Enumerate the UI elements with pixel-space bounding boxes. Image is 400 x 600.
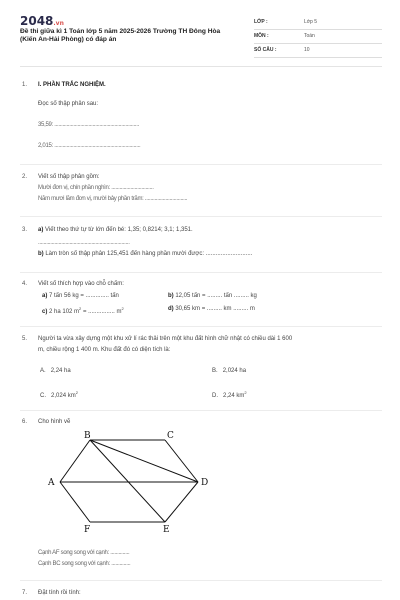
option-text: 2,24 ha — [50, 368, 71, 374]
option-letter: D. — [212, 393, 218, 399]
class-value: Lớp 5 — [304, 19, 318, 25]
vertex-label-f: F — [84, 525, 91, 535]
q3-item-b — [38, 251, 252, 257]
superscript: 2 — [75, 390, 78, 395]
q4-c-text: 2 ha 102 m — [49, 309, 80, 315]
vertex-label-a: A — [48, 478, 55, 488]
q2-title: Viết số thập phân gồm: — [38, 174, 100, 180]
q7-number: 7. — [22, 590, 28, 596]
q1-instruction: Đọc số thập phân sau: — [38, 101, 99, 107]
logo-text: 2048 — [20, 14, 54, 28]
site-logo[interactable] — [20, 14, 64, 28]
q6-line1: Cạnh AF song song với cạnh: .............. — [38, 550, 130, 556]
subject-value: Toán — [304, 33, 315, 39]
hexagon-figure — [0, 430, 400, 540]
count-value: 10 — [304, 47, 310, 53]
q4-a-label: a) — [42, 293, 48, 299]
divider — [20, 326, 382, 327]
q3-item-a — [38, 227, 193, 233]
header-divider — [20, 66, 382, 67]
segment-de — [165, 482, 198, 522]
q1-item-a: 35,59: .............................................................. — [38, 122, 140, 128]
q4-c-text-end: = ................ m — [81, 309, 122, 315]
q4-b-text: 12,05 tấn = ......... tấn ......... kg — [175, 293, 257, 299]
class-label: LỚP : — [254, 19, 268, 25]
vertex-label-d: D — [201, 478, 209, 488]
q5-number: 5. — [22, 336, 28, 342]
q4-item-d — [168, 306, 255, 312]
option-letter: B. — [212, 368, 218, 374]
q3-b-text: Làm tròn số thập phân 125,451 đến hàng phần mười được: ............................ — [45, 251, 253, 257]
option-text: 2,24 km — [223, 393, 245, 399]
q2-item-a: Mười đơn vị, chín phần nghìn: ............................... — [38, 185, 154, 191]
count-label: SỐ CÂU : — [254, 47, 277, 53]
option-text: 2,024 ha — [222, 368, 247, 374]
q5-text-line2: m, chiều rộng 1 400 m. Khu đất đó có diện tích là: — [38, 347, 171, 353]
divider — [20, 216, 382, 217]
q3-number: 3. — [22, 227, 28, 233]
logo-suffix: .vn — [53, 20, 64, 27]
header — [20, 14, 382, 62]
q4-item-c — [42, 306, 124, 315]
q5-option-c — [40, 390, 78, 399]
q4-number: 4. — [22, 281, 28, 287]
divider — [20, 272, 382, 273]
q3-b-label: b) — [38, 251, 44, 257]
q4-d-text: 30,65 km = ......... km ......... m — [175, 306, 255, 312]
option-letter: A. — [40, 368, 46, 374]
q4-title: Viết số thích hợp vào chỗ chấm: — [38, 281, 124, 287]
q5-option-b — [212, 368, 246, 374]
q1-item-b: 2,015: ............................................................... — [38, 143, 141, 149]
q2-item-b: Năm mươi lăm đơn vị, mười bảy phần trăm: ............................... — [38, 196, 188, 202]
q3-a-text: Viết theo thứ tự từ lớn đến bé: 1,35; 0,8214; 3,1; 1,351. — [45, 227, 193, 233]
meta-subject-row — [254, 30, 382, 44]
segment-ab — [60, 440, 90, 482]
superscript: 2 — [244, 390, 247, 395]
meta-class-row — [254, 16, 382, 30]
superscript: 2 — [121, 306, 124, 311]
q5-option-a — [40, 368, 71, 374]
q4-d-label: d) — [168, 306, 174, 312]
q5-option-d — [212, 390, 247, 399]
q6-number: 6. — [22, 419, 28, 425]
subject-label: MÔN : — [254, 33, 269, 39]
option-text: 2,024 km — [51, 393, 76, 399]
segment-fa — [60, 482, 90, 522]
vertex-label-c: C — [167, 431, 174, 441]
q4-item-a — [42, 293, 119, 299]
q4-item-b — [168, 293, 257, 299]
q1-number: 1. — [22, 82, 28, 88]
q7-title: Đặt tính rồi tính: — [38, 590, 81, 596]
q4-c-label: c) — [42, 309, 48, 315]
segment-be — [90, 440, 165, 522]
divider — [20, 410, 382, 411]
divider — [20, 580, 382, 581]
q2-number: 2. — [22, 174, 28, 180]
q3-a-label: a) — [38, 227, 44, 233]
q4-b-label: b) — [168, 293, 174, 299]
q3-a-answer-line: ................................................................... — [38, 240, 130, 246]
q5-text-line1: Người ta vừa xây dựng một khu xử lí rác thải trên một khu đất hình chữ nhật có chiều dài 1 600 — [38, 336, 293, 342]
meta-count-row — [254, 44, 382, 58]
q6-title: Cho hình vẽ — [38, 419, 71, 425]
q1-title: I. PHẦN TRẮC NGHIỆM. — [38, 82, 106, 88]
divider — [20, 164, 382, 165]
superscript: 2 — [79, 306, 82, 311]
meta-table — [254, 16, 382, 58]
q6-line2: Cạnh BC song song với cạnh: .............. — [38, 561, 131, 567]
vertex-label-b: B — [84, 431, 91, 441]
page-title: Đề thi giữa kì 1 Toán lớp 5 năm 2025-2026 Trường TH Đông Hòa (Kiến An-Hải Phòng) có đáp án — [20, 28, 221, 43]
option-letter: C. — [40, 393, 46, 399]
q4-a-text: 7 tấn 56 kg = .............. tấn — [49, 293, 119, 299]
vertex-label-e: E — [163, 525, 170, 535]
